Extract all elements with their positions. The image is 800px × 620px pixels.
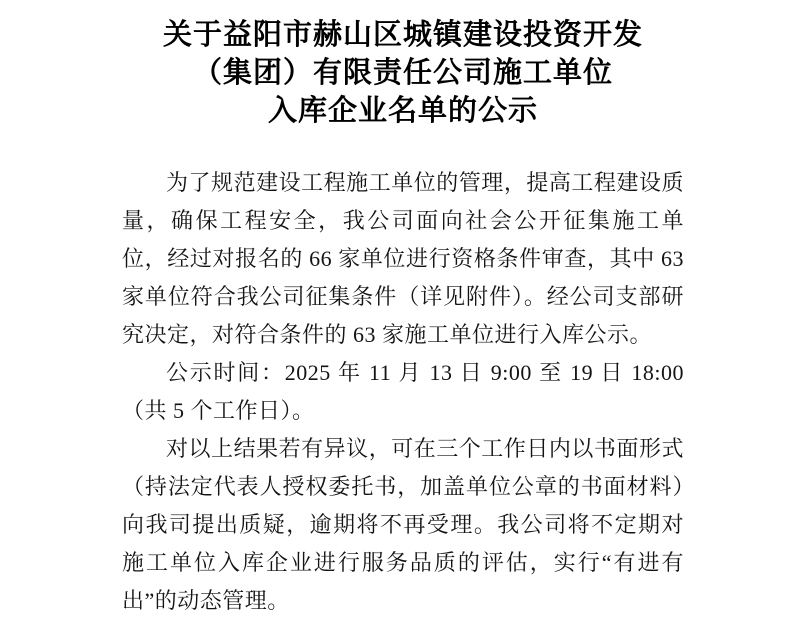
document-title	[114, 16, 692, 130]
document-title-line-3: 入库企业名单的公示	[267, 95, 538, 127]
paragraph-objection: 对以上结果若有异议，可在三个工作日内以书面形式（持法定代表人授权委托书，加盖单位公章的书面材料）向我司提出质疑，逾期将不再受理。我公司将不定期对施工单位入库企业进行服务品质的评估，实行“有进有出”的动态管理。	[122, 436, 684, 613]
paragraph-publicity-period: 公示时间：2025 年 11 月 13 日 9:00 至 19 日 18:00（共 5 个工作日）。	[122, 360, 684, 423]
document-title-line-2: （集团）有限责任公司施工单位	[192, 57, 613, 89]
document-body	[122, 164, 684, 620]
document-title-line-1: 关于益阳市赫山区城镇建设投资开发	[162, 19, 643, 51]
paragraph-intro: 为了规范建设工程施工单位的管理，提高工程建设质量，确保工程安全，我公司面向社会公开征集施工单位，经过对报名的 66 家单位进行资格条件审查，其中 63 家单位符合我公司征集条件（详见附件）。经公司支部研究决定，对符合条件的 63 家施工单位进行入库公示。	[122, 170, 684, 347]
